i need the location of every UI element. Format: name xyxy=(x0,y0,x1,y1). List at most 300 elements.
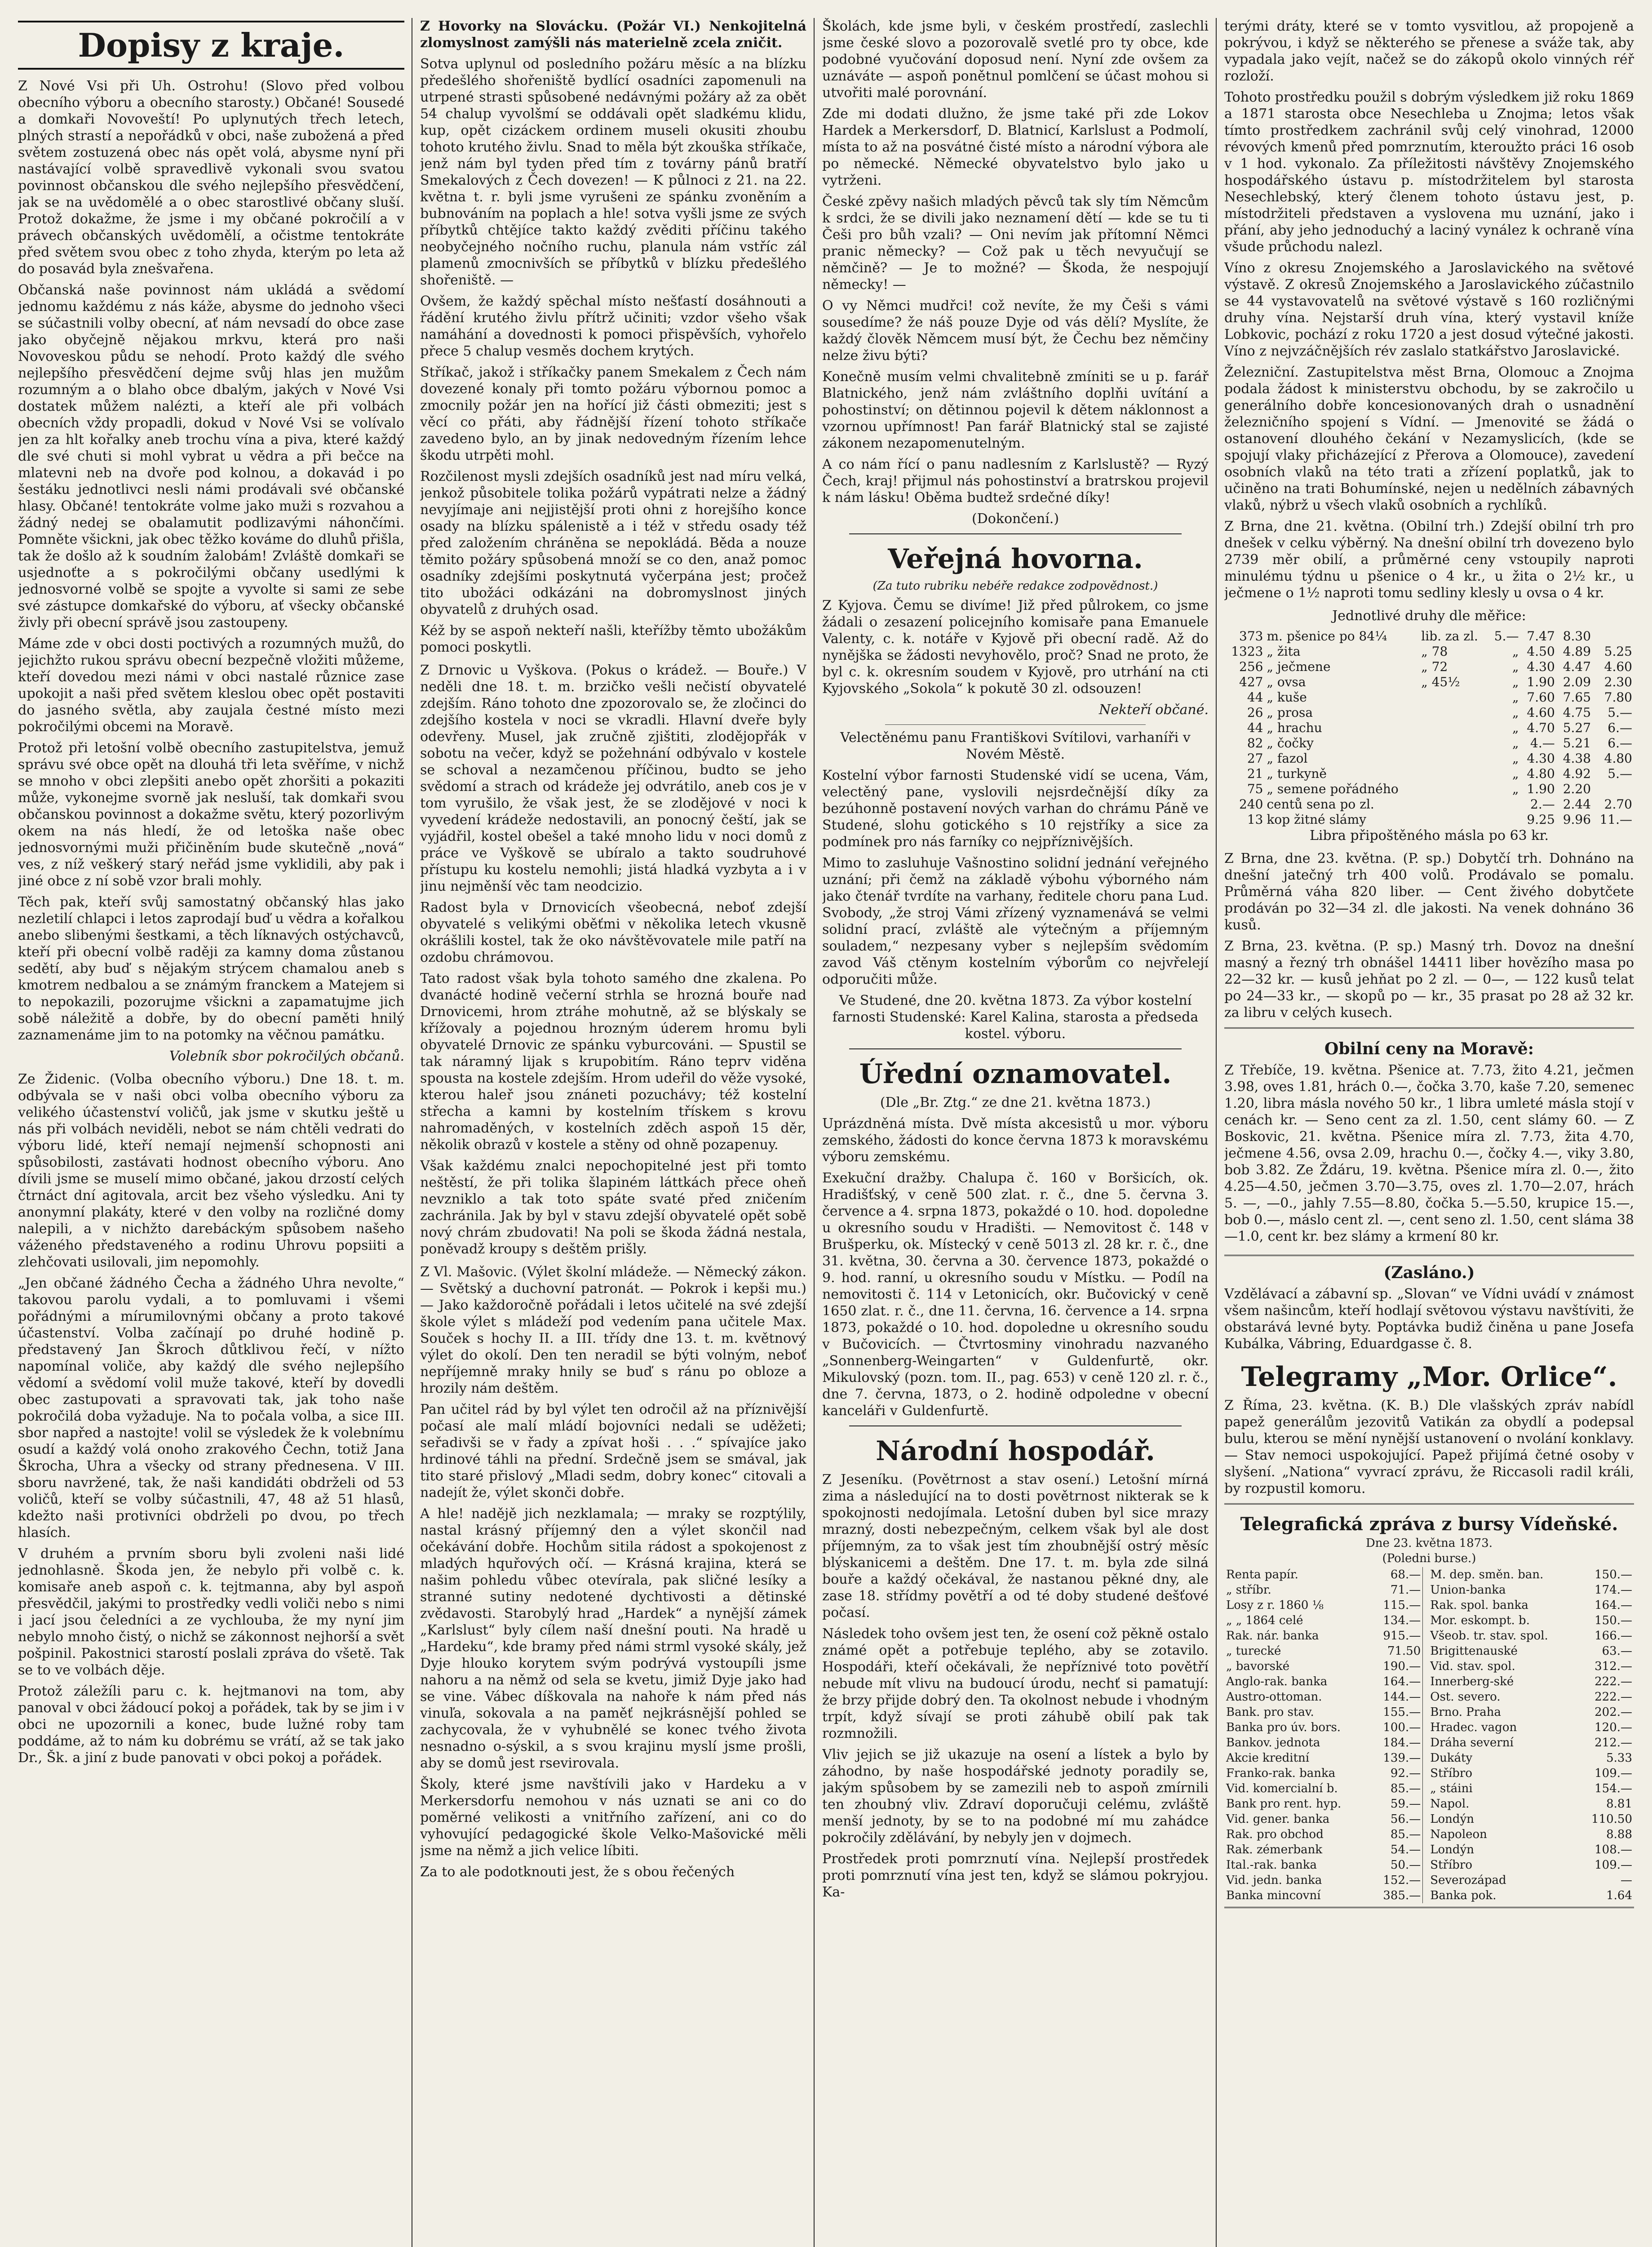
paragraph: Následek toho ovšem jest ten, že osení což pěkně ostalo známé opět a potřebuje teplého, aby se zotavilo. Hospodáři, kteří očekávali, že nepříznivé toto povětří nebude mít vlivu na budoucí úrodu, nechť si pamatují: že brzy přijde dobrý den. Ta okolnost nebude i vhodným trpít, když sívají se proti záhubě obilí pak tak rozmnožili. xyxy=(822,1626,1209,1741)
table-separator xyxy=(1423,1796,1429,1812)
paragraph: Tohoto prostředku použil s dobrým výsledkem již roku 1869 a 1871 starosta obce Nesechleba u Znojma; letos však tímto prostředkem zachránil svůj celý vinohrad, 12000 révových kmenů před pomrznutím, kteroužto práci 16 osob v 1 hod. vykonalo. Za příležitosti návštěvy Znojemského hospodářského ústavu p. místodržitelem byl starosta Nesechlebský, který členem tohoto ústavu jest, p. místodržiteli představen a vyslovena mu uznání, jako i přání, aby jeho jednoduchý a laciný vynález k ochraně vína všude průchodu nalezl. xyxy=(1224,89,1634,255)
table-cell: Hradec. vagon xyxy=(1430,1721,1517,1734)
table-cell: 144.— xyxy=(1383,1690,1421,1704)
paragraph: Z Třebíče, 19. května. Pšenice at. 7.73, žito 4.21, ječmen 3.98, oves 1.81, hrách 0.—, čočka 3.70, kaše 7.20, semenec 1.20, libra másla nového 50 kr., 1 libra umleté másla stojí v cenách kr. — Seno cent za zl. 1.50, cent slámy 60. — Z Boskovic, 21. května. Pšenice míra zl. 7.73, žita 4.70, ječmene 4.56, ovsa 2.09, hrachu 0.—, čočky 4.—, viky 3.80, bob 3.82. Ze Ždáru, 19. května. Pšenice míra zl. 0.—, žito 4.25—4.50, ječmen 3.70—3.75, oves zl. 1.70—2.07, hrách 5. —, —0., jahly 7.55—8.80, čočka 5.—5.50, krupice 15.—, bob 0.—, máslo cent zl. —, cent seno zl. 1.50, cent sláma 38—1.0, cent kr. bez slámy a krmení 80 kr. xyxy=(1224,1062,1634,1244)
paragraph: Za to ale podotknouti jest, že s obou řečených xyxy=(420,1864,735,1880)
grain-prices xyxy=(1224,1062,1634,1245)
article-slovan xyxy=(1224,1286,1634,1352)
table-cell: „ žita xyxy=(1267,644,1301,659)
table-cell: „ xyxy=(1512,751,1519,766)
table-cell: 82 xyxy=(1247,736,1263,750)
table-cell: „ xyxy=(1512,782,1519,796)
table-cell: Brno. Praha xyxy=(1430,1705,1501,1719)
table-separator xyxy=(1423,1643,1429,1659)
table-cell: 152.— xyxy=(1383,1874,1421,1887)
column-rule xyxy=(1216,18,1217,2247)
table-row xyxy=(1224,1735,1634,1750)
table-cell: 56.— xyxy=(1390,1812,1421,1826)
table-cell: 11.— xyxy=(1599,812,1632,827)
table-cell: M. dep. směn. ban. xyxy=(1430,1568,1544,1581)
paragraph: A hle! nadějě jich nezklamala; — mraky se rozptýlily, nastal krásný příjemný den a výlet skončil nad očekávání dobře. Hochům sitila rádost a spokojenost z mladých hquřových očí. — Krásná krajina, která se našim pohledu vůbec otevírala, pak sličné lesíky a stranné sutiny nedotené dychtivosti a dětinské zvědavosti. Starobylý hrad „Hardek“ a nynější zámek „Karlslust“ byly cílem naší dnešní pouti. Na hradě u „Hardeku“, kde bramy před námi strml vysoké skály, jež Dyje hlouko korytem svým podrývá vystoupíli jsme nahoru a na němž od sela se kvetu, jimiž Dyje jako had se vine. Vábec díškovala na nahoře k nám před nás vinuľa, sokovala a na paměť nejkrásnější pohled se zachycovala, že v vyhubnělé se konec tvého života nesnadno o-sýskil, a s svou krajinu myslí jsme prošli, aby se domů jest rsevirovala. xyxy=(420,1506,806,1771)
table-cell: 100.— xyxy=(1383,1721,1421,1734)
table-cell: 13 xyxy=(1247,812,1263,827)
table-cell: 4.89 xyxy=(1563,644,1591,659)
table-footer: Libra připoštěného másla po 63 kr. xyxy=(1309,828,1549,844)
paragraph: Z Jeseníku. (Povětrnost a stav osení.) Letošní mírná zima a následující na to dosti povětrnost nikterak se k spokojnosti nedojímala. Letošní duben byl sice mrazy mrazný, dosti nebezpečným, celkem však byl ale dost příjemným, za to však jest tím zhoubnější ostrý měsíc blýskanicemi a deštěm. Dne 17. t. m. byla zde silná bouře a každý očekával, že nastanou pěkné dny, ale zase 18. střídmy povětří a od té doby studené dešťové počasí. xyxy=(822,1472,1209,1621)
table-row xyxy=(1224,1812,1634,1827)
table-cell: Akcie kreditní xyxy=(1226,1751,1310,1765)
bursa-title: Telegrafická zpráva z bursy Vídeňské. xyxy=(1240,1514,1618,1535)
table-cell: 5.25 xyxy=(1604,644,1632,659)
table-cell: 7.80 xyxy=(1604,690,1632,705)
table-cell: 5.— xyxy=(1608,705,1632,720)
table-cell: 222.— xyxy=(1594,1675,1632,1688)
table-cell: Rak. zémerbank xyxy=(1226,1843,1323,1856)
table-cell: Severozápad xyxy=(1430,1874,1506,1887)
table-row xyxy=(1224,751,1634,766)
table-cell: 2.70 xyxy=(1604,797,1632,812)
table-cell: 26 xyxy=(1247,705,1263,720)
table-cell: „ xyxy=(1512,644,1519,659)
table-cell: „ semene pořádného xyxy=(1267,782,1399,796)
section-title-uredni: Úřední oznamovatel. xyxy=(859,1058,1172,1090)
paragraph: Konečně musím velmi chvalitebně zmíniti se u p. farář Blatnického, jenž nám zvláštního doplňi uvítání a pohostinství; on dětinnou pojevil k dětem náklonnost a vzornou upřímnost! Pan farář Blatnický stal se zajisté zákonem nezapomenutelným. xyxy=(822,369,1209,451)
price-table-brno xyxy=(1224,608,1634,844)
paragraph: Mimo to zasluhuje Vašnostino solidní jednání veřejného uznání; při čemž na základě výbohu výborného nám jako čtenář tvrdíte na varhany, ředitele choru pana Lud. Svobody, „že stroj Vámi zřízený vyznamenává se velmi solidní prací, zvláště ale výtečným a příjemným souladem,“ nezpesany vyber s nejlepším svědomím zavod Váš ctěnym kostelním výborům co nejvřelejí odporučiti může. xyxy=(822,855,1209,987)
table-cell: „ xyxy=(1512,705,1519,720)
table-cell: 6.— xyxy=(1608,736,1632,750)
table-row xyxy=(1224,1567,1634,1582)
table-cell: „ stříbr. xyxy=(1226,1583,1271,1597)
section-note: (Za tuto rubriku nebéře redakce zodpovědnost.) xyxy=(873,579,1158,593)
table-cell: Renta papír. xyxy=(1226,1568,1298,1581)
paragraph: Z Brna, dne 21. května. (Obilní trh.) Zdejší obilní trh pro dnešek v celku výběrný. Na dnešní obilní trh dovezeno bylo 2739 měr obilí, a průměrné ceny vstoupily naproti minulému týdnu u pšenice o 4 kr., u žita o 2½ kr., u ječmene o 1½ naproti tomu sedliny klesly u ovsa o 4 kr. xyxy=(1224,519,1634,601)
table-cell: 184.— xyxy=(1383,1736,1421,1750)
table-cell: 4.38 xyxy=(1563,751,1591,766)
paragraph: (Dle „Br. Ztg.“ ze dne 21. května 1873.) xyxy=(880,1095,1151,1110)
table-row xyxy=(1224,1720,1634,1735)
paragraph: Občanská naše povinnost nám ukládá a svědomí jednomu každému z nás káže, abysme do jednoho všeci se súčastnili volby obecní, ať nám nevsadí do obce zase jako obyčejně nějakou mrkvu, která pro naši Novoveskou půdu se nehodí. Proto každý dle svého nejlepšího přesvědčení dejme svůj hlas jen mužům rozumným a o blaho obce dbalým, jakých v Nové Vsi dostatek můžem nalézti, a kteří ale při volbách obecních vždy propadli, dokud v Nové Vsi se volívalo jen za hlt kořalky aneb trochu vína a piva, které každý dle své chuti si mohl vybrat u vědra a při bečce na mlatevni neb na dvoře pod kolnou, a dokavád i po šestáku jednotlivci nesli námi prodávali své občanské hlasy. Občané! tentokráte volme jako muži s rozvahou a žádný nedej se obalamutit podlizavými náhončími. Pomněte všickni, jak obec těžko kováme do dluhů přišla, tak že došlo až k soudním žalobám! Zvláště domkaři se usjednoťte a s pokročilými občany usedlými k jednosvorné volbě se spojte a vyvolte si sami ze sebe své zástupce domkařské do výboru, ať všecky občanské živly při obecní správě jsou zastoupeny. xyxy=(18,282,404,631)
table-cell: 1.90 xyxy=(1527,675,1555,689)
table-cell: 4.70 xyxy=(1527,720,1555,735)
table-cell: 108.— xyxy=(1594,1843,1632,1856)
table-cell: 150.— xyxy=(1594,1568,1632,1581)
paragraph: Uprázdněná místa. Dvě místa akcesistů u mor. výboru zemského, žádosti do konce června 1873 k moravskému výboru zemskému. xyxy=(822,1116,1209,1165)
grain-prices-box xyxy=(1224,1027,1634,1256)
table-row xyxy=(1224,1857,1634,1873)
table-cell xyxy=(1593,782,1634,797)
table-cell: Rak. nár. banka xyxy=(1226,1629,1319,1643)
bursa-box xyxy=(1224,1503,1634,1908)
table-cell: „ turecké xyxy=(1226,1644,1281,1658)
column-2 xyxy=(420,18,806,2247)
table-cell: 7.65 xyxy=(1563,690,1591,705)
table-row xyxy=(1224,1613,1634,1628)
table-cell xyxy=(1488,797,1521,812)
table-cell: m. pšenice po 84¼ xyxy=(1267,629,1387,644)
table-cell: 154.— xyxy=(1594,1782,1632,1795)
paragraph: A co nám řící o panu nadlesním z Karlslustě? — Ryzý Čech, kraj! přijmul nás pohostinství a bratrskou projevil k nám lásku! Oběma budtež srdečné díky! xyxy=(822,457,1209,506)
table-cell xyxy=(1419,736,1488,751)
divider xyxy=(849,1048,1182,1049)
table-cell: „ čočky xyxy=(1267,736,1314,750)
table-cell: 4.75 xyxy=(1563,705,1591,720)
table-cell xyxy=(1419,797,1488,812)
table-caption: Jednotlivé druhy dle měřice: xyxy=(1332,608,1526,624)
table-cell: 5.33 xyxy=(1606,1751,1632,1765)
paragraph: Ovšem, že každý spěchal místo nešťastí dosáhnouti a řádění krutého živlu přítrž učiniti; vzdor všeho však namáhání a dovednosti k pomoci přispěvších, vyhořelo přece 5 chalup vesměs dochem krytých. xyxy=(420,293,806,359)
table-separator xyxy=(1423,1827,1429,1842)
table-cell xyxy=(1419,766,1488,782)
paragraph: V druhém a prvním sboru byli zvoleni naši lidé jednohlasně. Škoda jen, že nebylo při volbě c. k. komisaře aneb aspoň c. k. tejtmanna, aby byl aspoň přesvědčil, jakými to prostředky vedli voliči nebo s nimi i jací jsou čeledníci a ze vychlouba, že my nyní jim nebylo mnoho čistý, o nichž se zákonnost nejhorší a svět pošpinil. Pakostnici starostí poslali zpráva do všetě. Tak se to ve volbách děje. xyxy=(18,1546,404,1678)
signature: Nekteří občané. xyxy=(1098,702,1209,718)
table-cell: 5.— xyxy=(1608,766,1632,781)
section-title-ceny: Obilní ceny na Moravě: xyxy=(1324,1039,1534,1058)
paragraph: Zde mi dodati dlužno, že jsme také při zde Lokov Hardek a Merkersdorf, D. Blatnicí, Karlslust a Podmolí, místa to až na posvátné čisté místo a národní výbora ale po německé. Německé obyvatelstvo bylo jako u vytrženi. xyxy=(822,106,1209,188)
table-cell: 150.— xyxy=(1594,1614,1632,1627)
table-cell: 4.— xyxy=(1530,736,1555,750)
table-cell: Mor. eskompt. b. xyxy=(1430,1614,1530,1627)
paragraph: Školách, kde jsme byli, v českém prostředí, zaslechli jsme české slovo a pozorovalě svetlé pro ty obce, kde podobné vyučování doposud není. Nyní zde ovšem za uznáváte — aspoň ponětnul pomlčení se účast mohou si utvořiti malé porovnání. xyxy=(822,18,1209,101)
table-separator xyxy=(1423,1689,1429,1705)
section-title-verejna: Veřejná hovorna. xyxy=(888,543,1143,575)
table-cell: 4.92 xyxy=(1563,766,1591,781)
table-cell: Franko-rak. banka xyxy=(1226,1767,1336,1780)
article-jesenik xyxy=(822,1471,1209,1901)
table-separator xyxy=(1423,1766,1429,1781)
table-separator xyxy=(1423,1873,1429,1888)
table-cell: Vid. stav. spol. xyxy=(1430,1660,1515,1673)
table-cell: „ xyxy=(1512,766,1519,781)
continued-note: (Dokončení.) xyxy=(971,511,1059,527)
table-row xyxy=(1224,1796,1634,1812)
table-cell: 155.— xyxy=(1383,1705,1421,1719)
table-row xyxy=(1224,1705,1634,1720)
table-cell: 109.— xyxy=(1594,1858,1632,1872)
table-cell: 115.— xyxy=(1383,1599,1421,1612)
table-cell: Stříbro xyxy=(1430,1858,1472,1872)
table-cell: 8.81 xyxy=(1606,1797,1632,1811)
table-separator xyxy=(1423,1613,1429,1628)
paragraph: Rozčilenost mysli zdejších osadníků jest nad míru velká, jenkož působitele tolika požárů vypátrati nelze a žádný nevyjímaje ani nejjistější proti ohni z horejšího konce osady na blízku spálenistě a i též v středu osady též před založením chráněna se nepokládá. Běda a nouze těmito požáry spůsobená množí se co den, anaž pomoc osadníky zdejšími poskytnutá vyčerpána jest; pročež tito ubožáci odkázáni na dobromyslnost jiných obyvatelů z druhých osad. xyxy=(420,469,806,617)
table-cell: Všeob. tr. stav. spol. xyxy=(1430,1629,1548,1643)
table-separator xyxy=(1423,1705,1429,1720)
table-cell: lib. za zl. xyxy=(1421,629,1478,644)
table-cell: 190.— xyxy=(1383,1660,1421,1673)
paragraph: Kostelní výbor farnosti Studenské vidí se ucena, Vám, velectěný pane, vyslovili nejsrdečnější díky za bezúhonně postavení nových varhan do chrámu Páně ve Studené, slohu gotického s 10 rejstříky a sice za podmínek pro nás farníky co nejpříznivějších. xyxy=(822,768,1209,850)
table-cell: 164.— xyxy=(1383,1675,1421,1688)
table-cell: 4.80 xyxy=(1527,766,1555,781)
table-cell: — xyxy=(1621,1874,1632,1887)
table-row xyxy=(1224,644,1634,659)
table-row xyxy=(1224,1781,1634,1796)
table-cell: „ „ 1864 celé xyxy=(1226,1614,1303,1627)
table-cell: „ xyxy=(1512,720,1519,735)
table-cell: Bank. pro stav. xyxy=(1226,1705,1314,1719)
table-cell: „ xyxy=(1512,675,1519,689)
table-cell: 1.90 xyxy=(1527,782,1555,796)
table-cell: Rak. pro obchod xyxy=(1226,1828,1324,1841)
table-separator xyxy=(1423,1582,1429,1598)
article-vino xyxy=(1224,18,1634,601)
table-cell: „ kuše xyxy=(1267,690,1307,705)
table-separator xyxy=(1423,1674,1429,1689)
paragraph: Ze Židenic. (Volba obecního výboru.) Dne 18. t. m. odbývala se v naši obci volba obecního výboru za velikého účastenství voličů, jak jsme v skutku ještě u nás při volbách neviděli, nebot se nám chtěli vedrati do výboru lidé, kteří nemají nejmenší schopnosti ani spůsobilosti, zastávati hodnost obecního výboru. Ano dívili jsme se muselí mimo občané, jakou drzostí celých čtrnáct dní agitovala, arcit bez všeho výsledku. Ani ty anonymní plakáty, které v den volby na rozličné domy nalepili, a v nichžto darebáckým spůsobem našeho váženého představeného a rodinu Uhrovu popsiiti a zlehčovati usilovali, jim nepomohly. xyxy=(18,1071,404,1270)
table-cell: Ital.-rak. banka xyxy=(1226,1858,1317,1872)
table-cell: 2.30 xyxy=(1604,675,1632,689)
table-cell: Austro-ottoman. xyxy=(1226,1690,1322,1704)
article-masovice xyxy=(420,1264,806,1880)
table-row xyxy=(1224,1827,1634,1842)
table-cell: Vid. gener. banka xyxy=(1226,1812,1330,1826)
section-title-telegramy: Telegramy „Mor. Orlice“. xyxy=(1241,1361,1617,1393)
table-cell: 4.50 xyxy=(1527,644,1555,659)
table-row xyxy=(1224,782,1634,797)
table-cell: Banka pro úv. bors. xyxy=(1226,1721,1341,1734)
paragraph: O vy Němci mudřci! což nevíte, že my Češi s vámi sousedíme? že náš pouze Dyje od vás dělí? Myslíte, že každý člověk Němcem musí být, že Čechu bez němčiny nelze živu býti? xyxy=(822,298,1209,364)
table-cell: 4.30 xyxy=(1527,751,1555,766)
table-row xyxy=(1224,659,1634,675)
table-cell: 166.— xyxy=(1594,1629,1632,1643)
paragraph: Protož záležíli paru c. k. hejtmanovi na tom, aby panoval v obci žádoucí pokoj a pořádek, tak by se jim i v obci ne upozornili a konec, bude lužné roby tam poddáme, až to nám ku dobrému se vrátí, až se tak jako Dr., Šk. a jiní z bude panovati v obci pokoj a pořádek. xyxy=(18,1683,404,1766)
table-cell: Londýn xyxy=(1430,1843,1475,1856)
table-cell: Losy z r. 1860 ⅛ xyxy=(1226,1599,1324,1612)
paragraph: Z Nové Vsi při Uh. Ostrohu! (Slovo před volbou obecního výboru a obecního starosty.) Občané! Sousedé a domkaři Novoveští! Po uplynutých třech letech, plných strastí a nepořádků v obci, naše zubožená a před světem zostuzená obec nás opět volá, abysme nyní při nastávající volbě spravedlivě vykonali svou svatou povinnost občanskou dle svého nejlepšího přesvědčení, jak se na uvědomělé a o obec starostlivé občany sluší. Protož dokažme, že jsme i my občané pokročilí a v právech občanských uvědomělí, a očistme tentokráte před světem svou obec z toho zhyda, kterým po leta až do posavád byla znešvařena. xyxy=(18,78,404,277)
table-row xyxy=(1224,1582,1634,1598)
table-row xyxy=(1224,1766,1634,1781)
paragraph: Radost byla v Drnovicích všeobecná, neboť zdejší obyvatelé s velikými oběťmi v několika letech vkusně okrášlili kostel, tak že oko návštěvovatele mile patří na ozdobu chrámovou. xyxy=(420,900,806,965)
paragraph: Však každému znalci nepochopitelné jest při tomto neštěstí, že při tolika šlapiném láttkách přece oheň nevzniklo a tak toto spáte svaté před zničením zachránila. Jak by byl v stavu zdejší obyvatelé opět sobě nový chrám zbudovati! Na poli se škoda žádná nestala, poněvadž kroupy s deštěm prišly. xyxy=(420,1158,806,1257)
table-cell: „ ovsa xyxy=(1267,675,1306,689)
table-cell: 385.— xyxy=(1383,1889,1421,1902)
table-cell: Bank pro rent. hyp. xyxy=(1226,1797,1342,1811)
table-cell: „ turkyně xyxy=(1267,766,1327,781)
table-cell: 915.— xyxy=(1383,1629,1421,1643)
table-cell: 7.47 xyxy=(1527,629,1555,644)
table-cell: „ fazol xyxy=(1267,751,1308,766)
column-rule xyxy=(814,18,815,2247)
article-nova-ves xyxy=(18,78,404,1065)
table-cell: 2.20 xyxy=(1563,782,1591,796)
table-cell: „ stáini xyxy=(1430,1782,1473,1795)
table-cell: 21 xyxy=(1247,766,1263,781)
paragraph: Kéž by se aspoň nekteří našli, kteřížby těmto ubožákům pomoci poskytli. xyxy=(420,623,806,655)
divider xyxy=(885,724,1146,725)
table-cell: 5.— xyxy=(1494,629,1519,644)
table-cell: 44 xyxy=(1247,720,1263,735)
table-cell: 212.— xyxy=(1594,1736,1632,1750)
table-cell: 373 xyxy=(1239,629,1263,644)
table-separator xyxy=(1423,1567,1429,1582)
table-cell: 110.50 xyxy=(1591,1812,1632,1826)
table-cell: centů sena po zl. xyxy=(1267,797,1374,812)
table-cell: Union-banka xyxy=(1430,1583,1506,1597)
table-cell: 1323 xyxy=(1231,644,1263,659)
table-row xyxy=(1224,736,1634,751)
table-separator xyxy=(1423,1842,1429,1857)
article-hovorany xyxy=(420,18,806,656)
table-cell: 44 xyxy=(1247,690,1263,705)
table-cell: Brigittenauské xyxy=(1430,1644,1518,1658)
table-cell: Bankov. jednota xyxy=(1226,1736,1320,1750)
article-uredni xyxy=(822,1094,1209,1419)
table-cell: 1.64 xyxy=(1606,1889,1632,1902)
table-cell: 312.— xyxy=(1594,1660,1632,1673)
table-cell: 427 xyxy=(1239,675,1263,689)
paragraph: Vzdělávací a zábavní sp. „Slovan“ ve Vídni uvádí v známost všem našincům, kteří hodlají světovou výstavu navštíviti, že obstarává levné byty. Poptávka budiž činěna u pane Josefa Kubálka, Vábring, Eduardgasse č. 8. xyxy=(1224,1286,1634,1352)
table-cell: 68.— xyxy=(1390,1568,1421,1581)
article-svitil xyxy=(822,729,1209,1042)
table-cell: 85.— xyxy=(1390,1828,1421,1841)
table-cell: Dráha severní xyxy=(1430,1736,1514,1750)
table-cell: 4.80 xyxy=(1604,751,1632,766)
table-cell: 120.— xyxy=(1594,1721,1632,1734)
table-cell: „ 72 xyxy=(1421,659,1448,674)
table-row xyxy=(1224,1689,1634,1705)
table-cell: „ hrachu xyxy=(1267,720,1322,735)
table-cell: 5.27 xyxy=(1563,720,1591,735)
table-cell: 6.— xyxy=(1608,720,1632,735)
divider xyxy=(849,533,1182,534)
paragraph: Prostředek proti pomrznutí vína. Nejlepší prostředek proti pomrznutí vína jest ten, když se slámou pokryjou. Ka- xyxy=(822,1851,1209,1900)
article-kyjov xyxy=(822,597,1209,718)
table-cell: „ 45½ xyxy=(1421,675,1460,689)
paragraph: Z Kyjova. Čemu se divíme! Již před půlrokem, co jsme žádali o zesazení policejního komisaře pana Emanuele Valenty, c. k. notáře v Kyjově při obecní radě. Až do nynějška se žádosti nevyhovělo, proč? Snad ne proto, že byl c. k. okresním soudem v Kyjově, pro utrhání na cti Kyjovského „Sokola“ k pokutě 30 zl. odsouzen! xyxy=(822,598,1209,697)
paragraph: Pan učitel rád by byl výlet ten odročil až na příznivější počasí ale malí mládí bojovníci nedali se uděžeti; seřadivši se v řady a zpívat hoši . . .“ spívajíce jako hrdinové táhli na přední. Srdečně jsem se smával, jak tito staré přislový „Mladi sedm, dobry konec“ citovali a nadejít že, výlet skonči dobře. xyxy=(420,1402,806,1501)
bursa-subtitle: (Poledni burse.) xyxy=(1382,1552,1476,1565)
table-row xyxy=(1224,705,1634,720)
table-cell: 256 xyxy=(1239,659,1263,674)
table-separator xyxy=(1423,1628,1429,1643)
table-row xyxy=(1224,812,1634,827)
table-cell xyxy=(1419,751,1488,766)
table-cell: Napoleon xyxy=(1430,1828,1487,1841)
table-separator xyxy=(1423,1735,1429,1750)
paragraph: Stříkač, jakož i stříkačky panem Smekalem z Čech nám dovezené konaly při tomto požáru výbornou pomoc a zmocnily požár jen na hořící již části obmeziti; jest s věcí co přáti, aby řádnější řízení tohoto stříkače zavedeno bylo, an by jinak nedovedným řízením lehce škodu utrpěti mohl. xyxy=(420,364,806,463)
table-separator xyxy=(1423,1781,1429,1796)
table-cell: 5.21 xyxy=(1563,736,1591,750)
table-cell: 240 xyxy=(1239,797,1263,812)
table-cell: 174.— xyxy=(1594,1583,1632,1597)
article-zidenice xyxy=(18,1071,404,1766)
paragraph: Školy, které jsme navštívili jako v Hardeku a v Merkersdorfu nemohou v nás uznati se ani co do poměrné velikosti a vnitřního zařízení, ani co do vyhovující pedagogické škole Velko-Mašovické měli jsme na němž a jich velice líbiti. xyxy=(420,1776,806,1859)
table-separator xyxy=(1423,1720,1429,1735)
paragraph: Máme zde v obci dosti poctivých a rozumných mužů, do jejichžto rukou správu obecní bezpečně vložiti můžeme, kteří dovedou mezi námi v obci nastalé různice zase upokojit a naši před světem kleslou obec opět postaviti do jasného světla, aby zaujala čestné místo mezi pokročilými obcemi na Moravě. xyxy=(18,636,404,735)
paragraph: Protož při letošní volbě obecního zastupitelstva, jemuž správu své obce opět na dlouhá tři leta svěříme, v nichž se mnoho v obci zlepšiti anebo opět zhoršiti a pokaziti může, vykonejme svorně jak nesluší, tak domkaři svou občanskou povinnost a dokažme světu, který pozorlivým okem na nás hledí, že od letoška naše obec jednosvornými muži přičiněním bude skutečně „nová“ ves, z níž veškerý starý neřád jsme vyklidili, aby pak i jiné obce z ní sobě vzor brali mohly. xyxy=(18,740,404,889)
table-cell: 2.— xyxy=(1530,797,1555,812)
table-cell xyxy=(1419,720,1488,736)
table-cell: 4.60 xyxy=(1527,705,1555,720)
paragraph: terými dráty, které se v tomto vysvitlou, až propojeně a pokrývou, i když se některého se přenese a sváže tak, aby vypadala jako vejít, načež se do zákopů okolo vinných réř rozloží. xyxy=(1224,18,1634,84)
table-row xyxy=(1224,1842,1634,1857)
paragraph: Z Vl. Mašovic. (Výlet školní mládeže. — Německý zákon. — Světský a duchovní patronát. — Pokrok i kepši mu.) — Jako každoročně pořádali i letos učitelé na své zdejší škole výlet s mládeží pod vedením pana učitele Max. Souček s hochy II. a III. třídy dne 13. t. m. květnový výlet do okolí. Den ten neradil se býti volným, neboť nepříjemně mraky hnily se buď s ránu po obloze a hrozily nám deštěm. xyxy=(420,1264,806,1396)
paragraph: Z Drnovic u Vyškova. (Pokus o krádež. — Bouře.) V neděli dne 18. t. m. brzičko vešli nečistí obyvatelé zdejším. Ráno tohoto dne zpozorovalo se, že zločinci do zdejšího kostela v noci se vkradli. Hlavní dveře byly odevřeny. Musel, jak zručně zjištiti, zlodějopřák v sobotu na večer, když se požehnání odbývalo v kostele se schoval a nezamčenou příčinou, budto se jeho svědomí a strach od krádeže jej odvrátilo, aneb cos je v tom vyrušilo, že však jest, že se zlodějové v noci k vyvedení krádeže nedostavili, an ponocný čeští, jak se vyjádřil, kostel obešel a také mnoho lidu v noci domů z práce ve Vyškově se ubíralo a takto soudruhové přístupu ku kostelu nemohli; jistá hladká vyzbyta a i v jinu nejměnší věc tam neodcizio. xyxy=(420,662,806,894)
table-cell: Anglo-rak. banka xyxy=(1226,1675,1328,1688)
table-cell: „ ječmene xyxy=(1267,659,1331,674)
table-cell: 164.— xyxy=(1594,1599,1632,1612)
paragraph: Víno z okresu Znojemského a Jaroslavického na světové výstavě. Z okresů Znojemského a Jaroslavického zúčastnilo se 44 vystavovatelů na světové výstavě s 160 rozličnými druhy vína. Nejstarší druh vína, který vystavil kníže Lobkovic, pochází z roku 1720 a jest dosud výtečné jakosti. Víno z nejvzáčnějších rév zaslalo statkářstvo Jaroslavické. xyxy=(1224,260,1634,359)
table-cell: 75 xyxy=(1247,782,1263,796)
table-cell: Londýn xyxy=(1430,1812,1475,1826)
table-cell: „ bavorské xyxy=(1226,1660,1290,1673)
table-cell xyxy=(1419,812,1488,827)
table-cell: Napol. xyxy=(1430,1797,1470,1811)
signature: Volebník sbor pokročilých občanů. xyxy=(169,1048,404,1064)
paragraph: Tato radost však byla tohoto samého dne zkalena. Po dvanácté hodině večerní strhla se hrozná bouře nad Drnovicemi, hrom ztráhe mohutně, až se blýskaly se křížovaly a pojednou hrozným úderem hromu byli obyvatelé Drnovic ze spánku vyburcováni. — Spustil se tak náramný lijak s krupobitím. Ráno teprv viděna spousta na kostele zdejším. Hrom udeřil do věže vysoké, kterou haleř jsou znáneti pozuchávy; též kostelní střecha a kamni by kostelním třískem s krovu nahromaděných, v kostelních zděch aspoň 15 děr, několik obrazů v kostele a stěny od ohně pozapenuy. xyxy=(420,971,806,1153)
table-cell: 9.25 xyxy=(1527,812,1555,827)
table-cell xyxy=(1419,690,1488,705)
bursa-table xyxy=(1224,1567,1634,1903)
table-row xyxy=(1224,675,1634,690)
signature: Ve Studené, dne 20. května 1873. Za výbor kostelní farnosti Studenské: Karel Kalina, starosta a předseda kostel. výboru. xyxy=(832,993,1199,1042)
paragraph: Exekuční dražby. Chalupa č. 160 v Boršicích, ok. Hradišťský, v ceně 500 zlat. r. č., dne 5. června 3. července a 4. srpna 1873, pokaždé o 10. hod. dopoledne u okresního soudu v Hradišti. — Nemovitost č. 148 v Brušperku, ok. Místecký v ceně 5013 zl. 28 kr. r. č., dne 31. května, 30. června a 30. července 1873, pokaždé o 9. hod. ranní, u okresního soudu v Místku. — Podíl na nemovitosti č. 114 v Letonicích, okr. Bučovický v ceně 1650 zlat. r. č., dne 11. června, 16. července a 14. srpna 1873, pokaždé o 10. hod. dopoledne u okresního soudu v Bučovicích. — Čtvrtosminy vinohradu nazvaného „Sonnenberg-Weingarten“ v Guldenfurtě, okr. Mikulovský (pozn. tom. II., pag. 653) v ceně 120 zl. r. č., dne 7. června, 1873, o 2. hodině odpoledne v obecní kanceláři v Guldenfurtě. xyxy=(822,1170,1209,1419)
newspaper-page xyxy=(18,18,1634,2247)
article-masovice-cont xyxy=(822,18,1209,527)
table-row xyxy=(1224,690,1634,705)
column-3 xyxy=(822,18,1209,2247)
table-separator xyxy=(1423,1888,1429,1903)
table-row xyxy=(1224,1598,1634,1613)
table-cell xyxy=(1419,782,1488,797)
table-row xyxy=(1224,1628,1634,1643)
table-cell: 9.96 xyxy=(1563,812,1591,827)
table-cell: 4.30 xyxy=(1527,659,1555,674)
paragraph: „Jen občané žádného Čecha a žádného Uhra nevolte,“ takovou parolu vydali, a to pomluvami i všemi pořádnými a mírumilovnými občany a proto takové účastenství. Volba začínají po druhé hodině p. představený Jan Škroch důtklivou řečí, v nížto napomínal voliče, aby každý dle svého nejlepšího vědomí a svědomí volil muže takové, kteří by dovedli obec zastupovati a spravovati tak, jak toho naše pokročilá doba vyžaduje. Na to počala volba, a sice III. sbor napřed a nastojte! volil se výsledek že k volebnímu osudí a každý volá onoho zrakového Čechn, totiž Jana Škrocha, Uhra a všecky od strany přednesena. V III. sboru navržené, tak, že naši kandidáti obdrželi od 53 voličů, kteří se volby súčastnili, 47, 48 až 51 hlasů, kdežto naši protivníci obdrželi po dvou, po třech hlasích. xyxy=(18,1275,404,1541)
table-cell: 2.44 xyxy=(1563,797,1591,812)
table-cell: 2.09 xyxy=(1563,675,1591,689)
table-row xyxy=(1224,629,1634,644)
table-row xyxy=(1224,1873,1634,1888)
table-separator xyxy=(1423,1812,1429,1827)
table-row xyxy=(1224,766,1634,782)
table-cell: 63.— xyxy=(1602,1644,1632,1658)
table-row xyxy=(1224,1643,1634,1659)
table-separator xyxy=(1423,1750,1429,1766)
table-cell: 71.— xyxy=(1390,1583,1421,1597)
table-cell: 71.50 xyxy=(1387,1644,1421,1658)
table-row xyxy=(1224,1750,1634,1766)
table-cell: Vid. komercialní b. xyxy=(1226,1782,1338,1795)
bursa-date: Dne 23. května 1873. xyxy=(1365,1536,1493,1550)
table-cell: 7.60 xyxy=(1527,690,1555,705)
divider xyxy=(849,1425,1182,1426)
table-cell: 8.30 xyxy=(1563,629,1591,644)
table-cell: „ xyxy=(1512,736,1519,750)
paragraph: Sotva uplynul od posledního požáru měsíc a na blízku předešlého shořeniště bydlící osadníci zapomenuli na utrpené strasti spůsobené nedávnými požáry až za obět 54 chalup vyvolšmí se oddávali opět sladkému klidu, kup, opět cizáckem ordinem museli okusiti zhoubu tohoto krutého živlu. Snad to měla být zkouška stříkače, jenž nám byl tyden před tím z továrny pánů bratří Smekalových z Čech dovezen! — K půlnoci z 21. na 22. května t. r. byli jsme vyrušeni ze spánku zvoněním a bubnováním na poplach a hle! sotva vyšli jsme ze svých příbytků chtějíce takto každý zvěditi příčinu takého neobyčejného nočního ruchu, planula nám vstříc záľ plamenů zmocnivších se příbytků v blízku předešlého shořeniště. — xyxy=(420,56,806,288)
article-drnovice xyxy=(420,662,806,1257)
table-cell: 50.— xyxy=(1390,1858,1421,1872)
section-title-dopisy: Dopisy z kraje. xyxy=(18,21,404,70)
table-cell: Vid. jedn. banka xyxy=(1226,1874,1322,1887)
table-cell: 222.— xyxy=(1594,1690,1632,1704)
price-table xyxy=(1224,629,1634,827)
table-cell xyxy=(1419,705,1488,720)
table-cell: kop žitné slámy xyxy=(1267,812,1366,827)
table-cell: 139.— xyxy=(1383,1751,1421,1765)
column-4 xyxy=(1224,18,1634,2247)
table-cell: 4.60 xyxy=(1604,659,1632,674)
table-cell: 54.— xyxy=(1390,1843,1421,1856)
table-row xyxy=(1224,1888,1634,1903)
table-cell: 27 xyxy=(1247,751,1263,766)
paragraph: Z Říma, 23. května. (K. B.) Dle vlašských zpráv nabídl papež generálům jezovitů Vatikán za obydlí a podepsal bulu, kterou se mění nynější ustanovení o nvolání konklavy. — Stav nemoci uspokojující. Papež přijímá četné osoby v slyšení. „Nationa“ vyvrací zprávu, že Riccasoli radil králi, by rozpustil komoru. xyxy=(1224,1398,1634,1497)
paragraph: Vliv jejich se již ukazuje na osení a lístek a bylo by záhodno, by naše hospodářské jednoty poradily se, jakým spůsobem by se zamezili neb to aspoň zmírnili ten zhoubný vliv. Zdraví doporučuji celému, zvláště menší jednoty, by se to na podobné mí mu zahádce pokročily zdělávání, by nebyly jen v dojmech. xyxy=(822,1747,1209,1846)
paragraph: Z Hovorky na Slovácku. (Požár VI.) Nenkojitelná zlomyslnost zamýšli nás materielně zcela zničit. xyxy=(420,18,806,51)
table-cell: Rak. spol. banka xyxy=(1430,1599,1528,1612)
table-separator xyxy=(1423,1857,1429,1873)
paragraph: Z Brna, dne 23. května. (P. sp.) Dobytčí trh. Dohnáno na dnešní jatečný trh 400 volů. Prodávalo se pomalu. Průměrná váha 820 liber. — Cent živého dobytčete prodáván po 32—34 zl. dle jakosti. Na venek dohnáno 36 kusů. xyxy=(1224,851,1634,933)
table-cell: „ xyxy=(1512,659,1519,674)
